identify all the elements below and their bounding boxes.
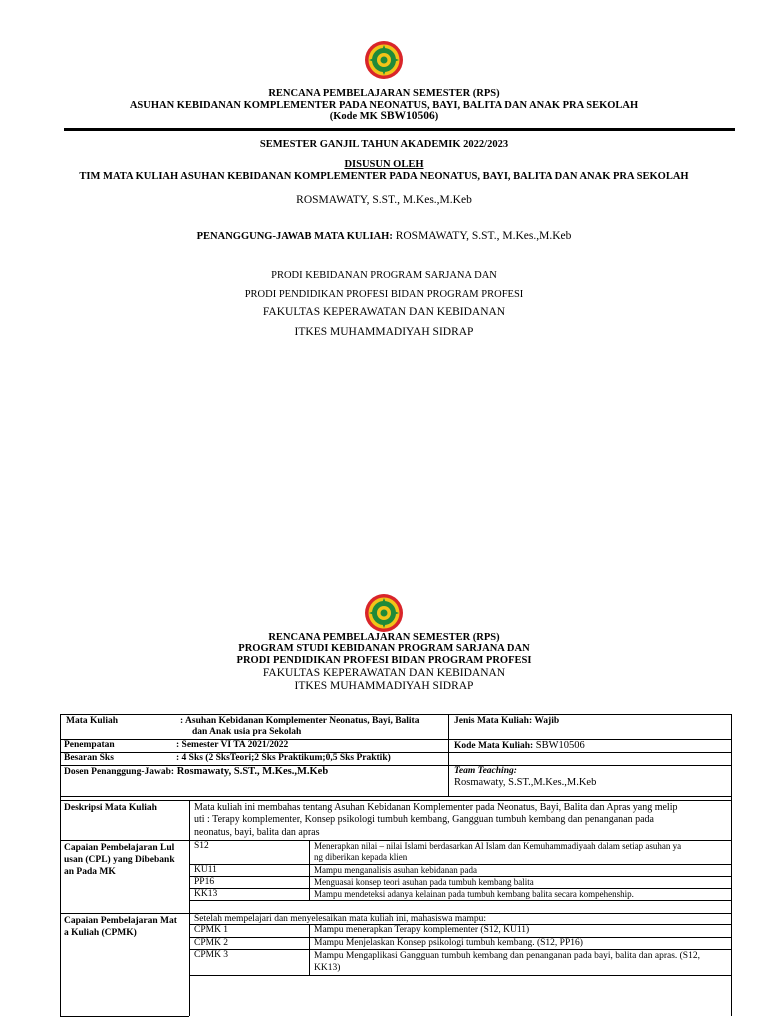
cpmk-label: Capaian Pembelajaran Mat a Kuliah (CPMK) (64, 916, 177, 938)
cpmk-desc: Mampu menerapkan Terapy komplementer (S12, KU11) (314, 925, 530, 935)
cpmk-code: CPMK 1 (194, 925, 229, 935)
page2-title-line3: PRODI PENDIDIKAN PROFESI BIDAN PROGRAM PROFESI (236, 655, 532, 666)
cover-title-line3: (Kode MK SBW10506) (329, 110, 439, 122)
cpl-desc: Mampu menganalisis asuhan kebidanan pada (314, 865, 477, 875)
team-teaching: Team Teaching: Rosmawaty, S.ST.,M.Kes.,M.Keb (454, 766, 597, 788)
mata-kuliah-label: Mata Kuliah (66, 716, 118, 726)
page2-title-line2: PROGRAM STUDI KEBIDANAN PROGRAM SARJANA DAN (238, 643, 530, 654)
cover-responsible: PENANGGUNG-JAWAB MATA KULIAH: ROSMAWATY, S.ST., M.Kes.,M.Keb (196, 230, 572, 242)
page2-title-line1: RENCANA PEMBELAJARAN SEMESTER (RPS) (268, 632, 500, 643)
besaran-sks-value: : 4 Sks (2 SksTeori;2 Sks Praktikum;0,5 Sks Praktik) (176, 753, 391, 763)
cpl-code: KK13 (194, 889, 218, 899)
page2-faculty: FAKULTAS KEPERAWATAN DAN KEBIDANAN (262, 667, 506, 679)
penempatan-label: Penempatan (64, 740, 115, 750)
cover-faculty: FAKULTAS KEPERAWATAN DAN KEBIDANAN (262, 306, 506, 318)
cpl-desc: Mampu mendeteksi adanya kelainan pada tumbuh kembang balita secara kompehenship. (314, 889, 634, 899)
cpl-desc: Menerapkan nilai – nilai Islami berdasarkan Al Islam dan Kemuhammadiyaah dalam setiap asuhan ya ng diberikan kepada klien (314, 841, 682, 862)
cpmk-desc: Mampu Mengaplikasi Gangguan tumbuh kembang dan penanganan pada bayi, balita dan apras. (S12, KK13) (314, 951, 700, 973)
mata-kuliah-value: : Asuhan Kebidanan Komplementer Neonatus, Bayi, Balita dan Anak usia pra Sekolah (180, 716, 420, 737)
jenis-mata-kuliah: Jenis Mata Kuliah: Wajib (454, 716, 560, 726)
cover-team: TIM MATA KULIAH ASUHAN KEBIDANAN KOMPLEMENTER PADA NEONATUS, BAYI, BALITA DAN ANAK PRA SEKOLAH (79, 171, 689, 182)
cover-prodi1: PRODI KEBIDANAN PROGRAM SARJANA DAN (271, 270, 497, 281)
cpmk-code: CPMK 3 (194, 950, 229, 960)
deskripsi-label: Deskripsi Mata Kuliah (64, 803, 157, 813)
cpl-code: S12 (194, 841, 209, 851)
cpl-desc: Menguasai konsep teori asuhan pada tumbuh kembang balita (314, 877, 534, 887)
besaran-sks-label: Besaran Sks (64, 753, 114, 763)
page2-institute: ITKES MUHAMMADIYAH SIDRAP (294, 680, 474, 692)
cpmk-code: CPMK 2 (194, 938, 229, 948)
cover-prodi2: PRODI PENDIDIKAN PROFESI BIDAN PROGRAM PROFESI (244, 289, 524, 300)
cover-compiled-by-label: DISUSUN OLEH (344, 159, 424, 170)
cover-author: ROSMAWATY, S.ST., M.Kes.,M.Keb (296, 194, 472, 206)
cpl-code: KU11 (194, 865, 217, 875)
cover-institute: ITKES MUHAMMADIYAH SIDRAP (294, 326, 474, 338)
cpmk-desc: Mampu Menjelaskan Konsep psikologi tumbuh kembang. (S12, PP16) (314, 938, 583, 948)
cover-title-line2: ASUHAN KEBIDANAN KOMPLEMENTER PADA NEONATUS, BAYI, BALITA DAN ANAK PRA SEKOLAH (129, 100, 639, 111)
cpl-label: Capaian Pembelajaran Lul usan (CPL) yang Dibebank an Pada MK (64, 843, 175, 877)
cover-title-line1: RENCANA PEMBELAJARAN SEMESTER (RPS) (268, 88, 500, 99)
cpl-code: PP16 (194, 877, 215, 887)
cpmk-intro: Setelah mempelajari dan menyelesaikan mata kuliah ini, mahasiswa mampu: (194, 914, 487, 924)
deskripsi-text: Mata kuliah ini membahas tentang Asuhan Kebidanan Komplementer pada Neonatus, Bayi, Balita dan Apras yang melip uti : Terapy komplementer, Konsep psikologi tumbuh kembang, Gangguan tumbuh kembang dan penanganan pada neonatus, bayi, balita dan apras (194, 802, 678, 838)
dosen-penanggung-jawab: Dosen Penanggung-Jawab: Rosmawaty, S.ST., M.Kes.,M.Keb (64, 766, 329, 777)
kode-mata-kuliah: Kode Mata Kuliah: SBW10506 (454, 740, 585, 751)
penempatan-value: : Semester VI TA 2021/2022 (176, 740, 289, 750)
cover-semester: SEMESTER GANJIL TAHUN AKADEMIK 2022/2023 (259, 139, 509, 150)
